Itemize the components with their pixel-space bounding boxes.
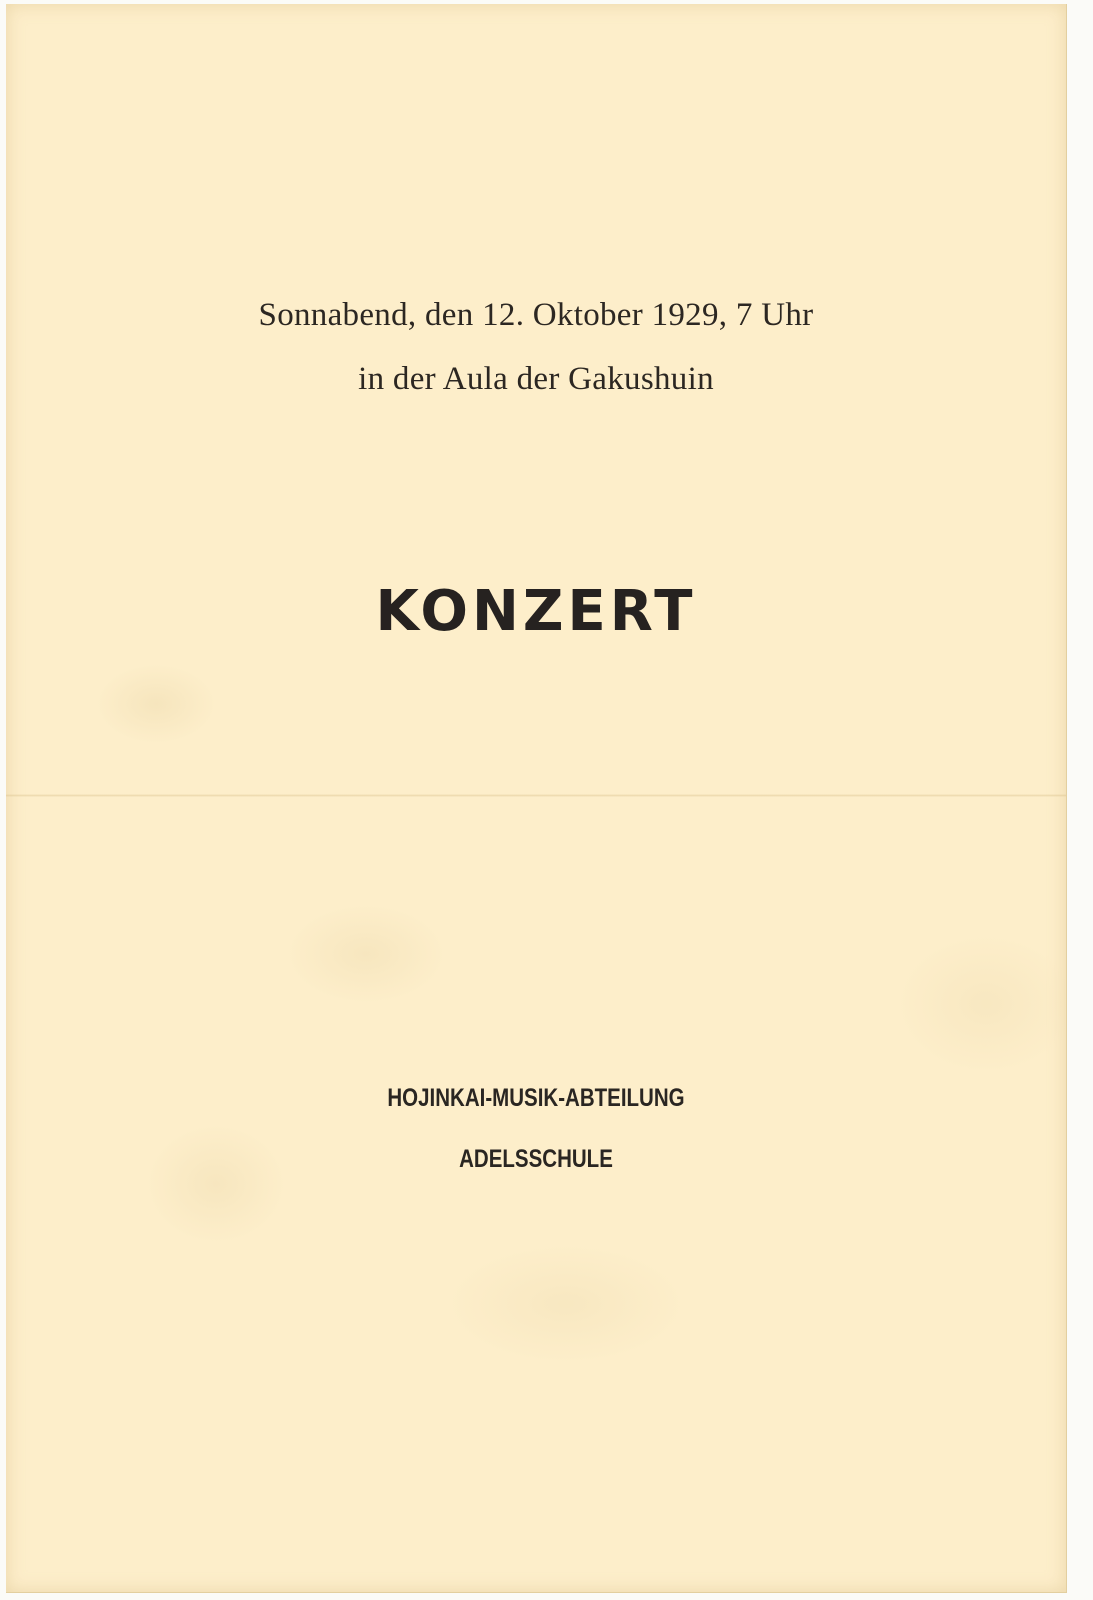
organizer-line: HOJINKAI-MUSIK-ABTEILUNG: [387, 1084, 685, 1112]
venue-line: in der Aula der Gakushuin: [358, 361, 714, 397]
paper-fold: [6, 794, 1066, 797]
concert-title: KONZERT: [375, 579, 697, 644]
program-sheet: [6, 4, 1067, 1593]
school-line: ADELSSCHULE: [459, 1145, 613, 1173]
date-line: Sonnabend, den 12. Oktober 1929, 7 Uhr: [258, 297, 814, 333]
